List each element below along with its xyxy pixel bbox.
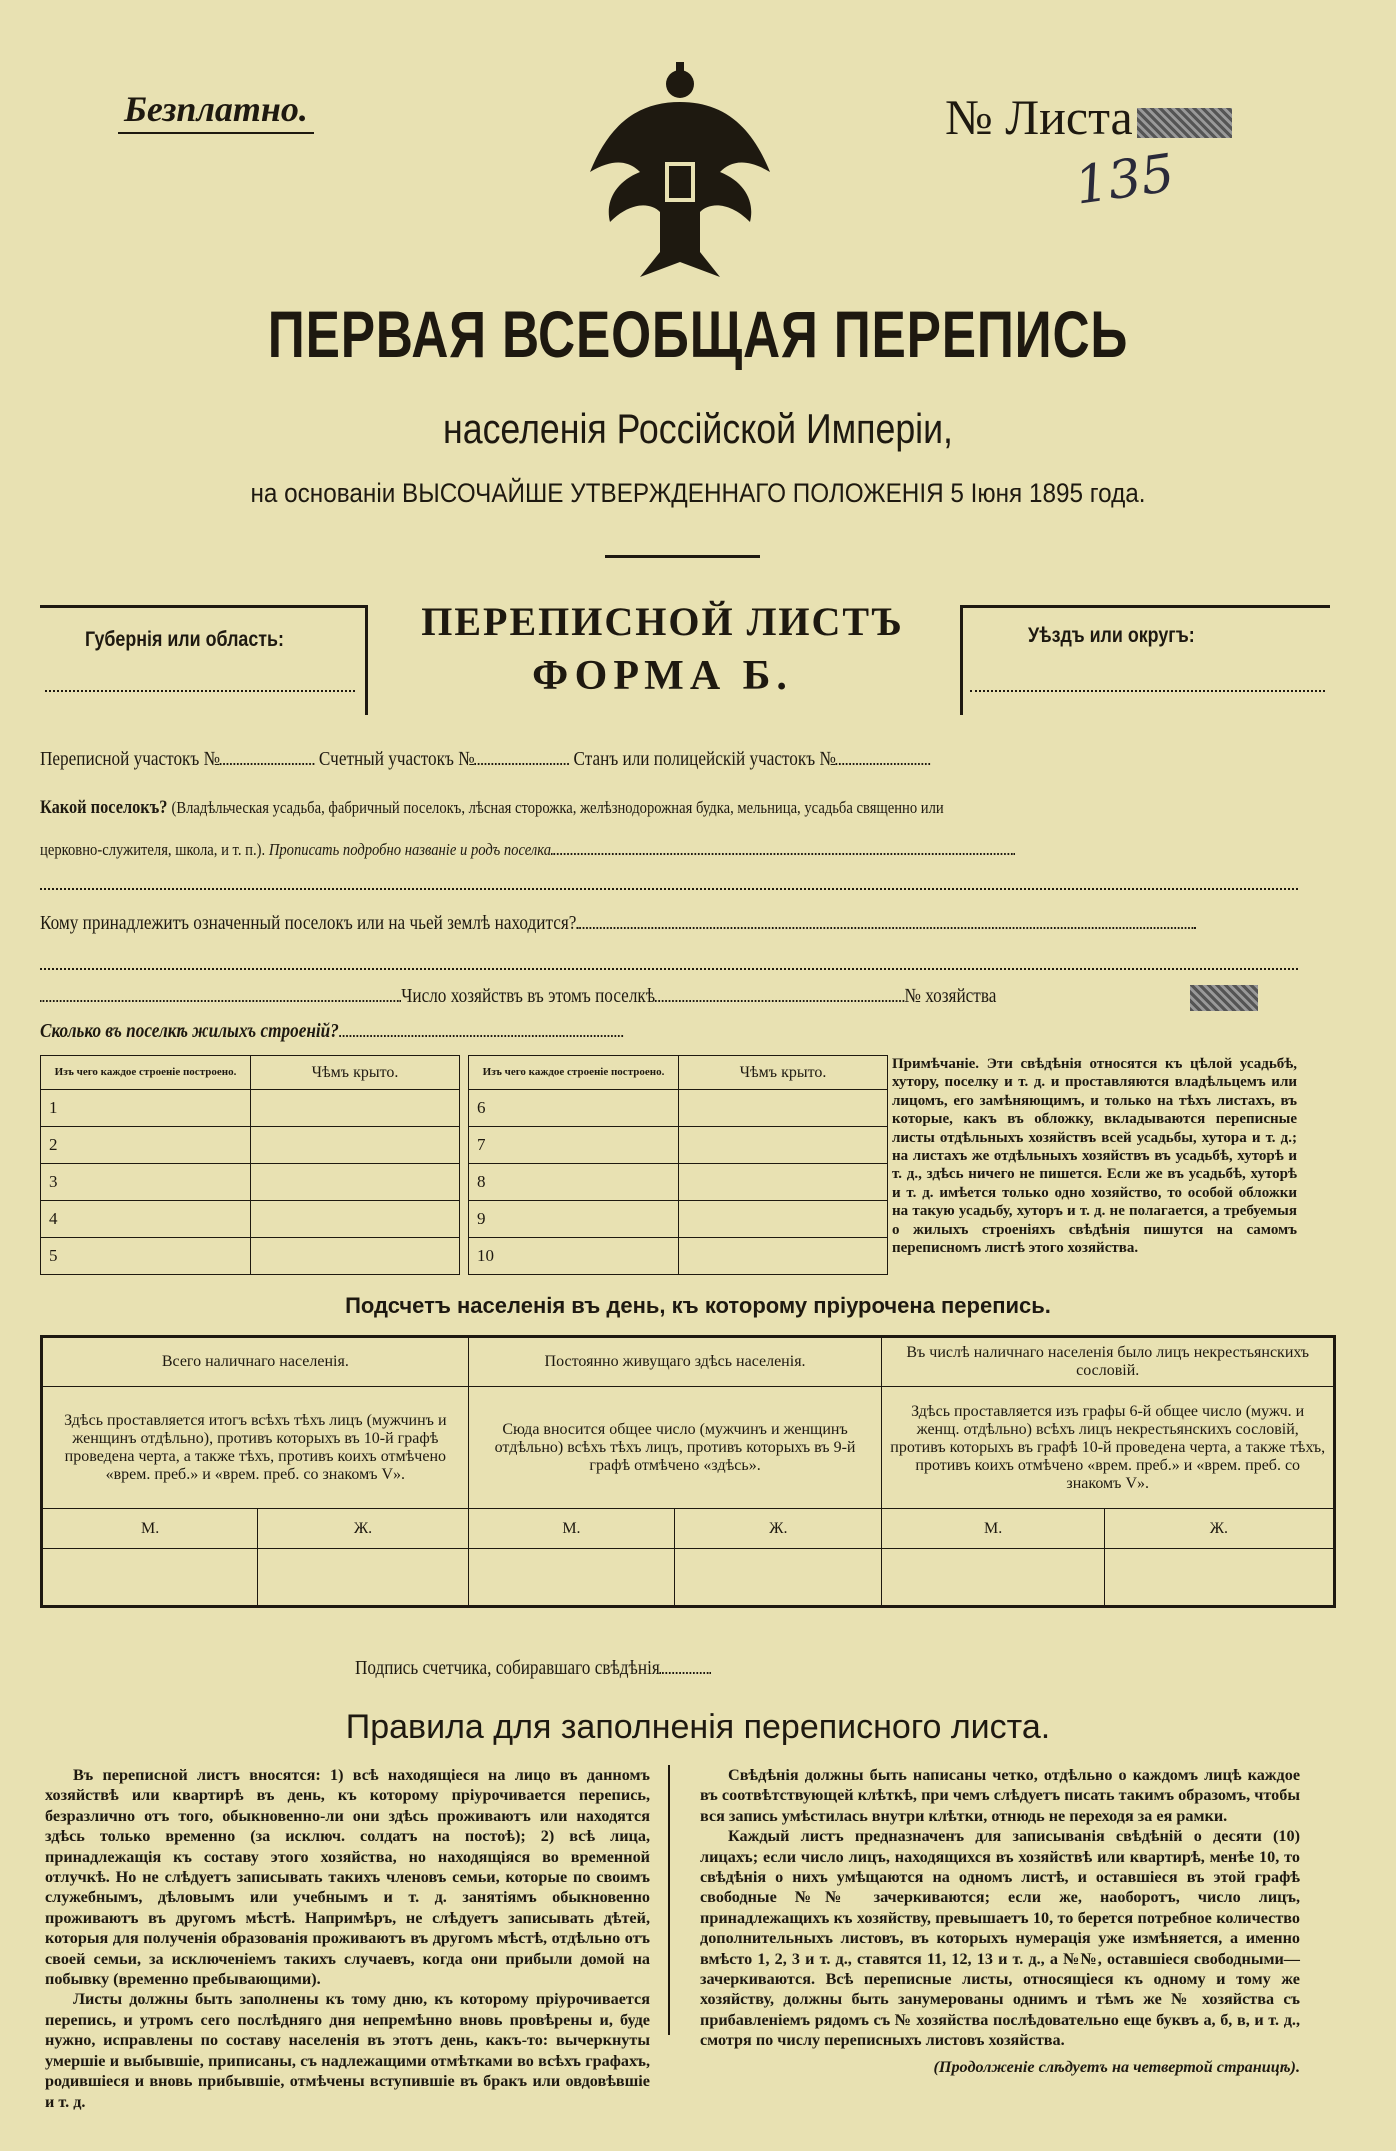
redacted-household-number bbox=[1190, 985, 1258, 1011]
population-col-title: Постоянно живущаго здѣсь населенія. bbox=[468, 1337, 882, 1387]
row-number: 4 bbox=[41, 1201, 251, 1238]
owner-field[interactable] bbox=[576, 927, 1195, 929]
police-area-label: Станъ или полицейскій участокъ № bbox=[573, 748, 836, 770]
note-label: Примѣчаніе. bbox=[892, 1056, 980, 1072]
rules-title: Правила для заполненія переписного листа. bbox=[345, 1708, 1051, 1746]
female-count-cell[interactable] bbox=[1104, 1549, 1334, 1607]
row-number: 7 bbox=[469, 1127, 679, 1164]
female-count-cell[interactable] bbox=[258, 1549, 468, 1607]
settlement-field[interactable] bbox=[551, 853, 1015, 855]
buildings-field[interactable] bbox=[339, 1035, 623, 1037]
population-col-title: Въ числѣ наличнаго населенія было лицъ некрестьянскихъ сословій. bbox=[882, 1337, 1335, 1387]
continued-note: (Продолженіе слѣдуетъ на четвертой страницѣ). bbox=[933, 2057, 1300, 2076]
divider bbox=[960, 605, 1330, 608]
province-label: Губернія или область: bbox=[85, 628, 284, 651]
row-number: 3 bbox=[41, 1164, 251, 1201]
handwritten-sheet-number: 135 bbox=[1071, 143, 1178, 217]
male-header: М. bbox=[42, 1509, 258, 1549]
buildings-line bbox=[40, 1020, 623, 1043]
legal-basis: на основаніи ВЫСОЧАЙШЕ УТВЕРЖДЕННАГО ПОЛОЖЕНІЯ 5 Іюня 1895 года. bbox=[250, 478, 1146, 508]
settlement-line bbox=[40, 797, 944, 819]
households-label: Число хозяйствъ въ этомъ поселкѣ bbox=[401, 985, 656, 1007]
roof-cell[interactable] bbox=[251, 1238, 460, 1275]
female-count-cell[interactable] bbox=[675, 1549, 882, 1607]
signature-field[interactable] bbox=[660, 1672, 712, 1674]
document-title: ПЕРВАЯ ВСЕОБЩАЯ ПЕРЕПИСЬ bbox=[267, 297, 1129, 371]
settlement-instruction: Прописать подробно названіе и родъ поселка bbox=[268, 840, 552, 859]
row-number: 10 bbox=[469, 1238, 679, 1275]
roof-cell[interactable] bbox=[679, 1127, 888, 1164]
male-count-cell[interactable] bbox=[468, 1549, 675, 1607]
divider bbox=[960, 605, 963, 715]
district-field[interactable] bbox=[970, 690, 1325, 692]
census-area-label: Переписной участокъ № bbox=[40, 748, 221, 770]
free-of-charge-label: Безплатно. bbox=[118, 88, 314, 134]
row-number: 1 bbox=[41, 1090, 251, 1127]
roof-cell[interactable] bbox=[679, 1201, 888, 1238]
household-no-label: № хозяйства bbox=[904, 985, 997, 1007]
population-col-desc: Сюда вносится общее число (мужчинъ и женщинъ отдѣльно) всѣхъ тѣхъ лицъ, противъ которыхъ въ 9-й графѣ отмѣчено «здѣсь». bbox=[468, 1387, 882, 1509]
buildings-question: Сколько въ поселкѣ жилыхъ строеній? bbox=[40, 1020, 339, 1042]
roof-header: Чѣмъ крыто. bbox=[251, 1056, 460, 1090]
roof-cell[interactable] bbox=[679, 1238, 888, 1275]
police-area-field[interactable] bbox=[836, 763, 931, 765]
signature-label: Подпись счетчика, собиравшаго свѣдѣнія bbox=[355, 1657, 660, 1679]
imperial-eagle-emblem bbox=[570, 62, 790, 292]
redacted-sheet-number bbox=[1137, 108, 1232, 138]
female-header: Ж. bbox=[1104, 1509, 1334, 1549]
female-header: Ж. bbox=[675, 1509, 882, 1549]
population-table bbox=[40, 1335, 1336, 1608]
roof-cell[interactable] bbox=[251, 1201, 460, 1238]
settlement-field-2[interactable] bbox=[40, 888, 1298, 890]
form-title: ПЕРЕПИСНОЙ ЛИСТЪ bbox=[421, 599, 904, 644]
area-line bbox=[40, 748, 930, 771]
row-number: 8 bbox=[469, 1164, 679, 1201]
owner-field-2[interactable] bbox=[40, 968, 1298, 970]
table-row bbox=[469, 1238, 888, 1275]
note-text: Эти свѣдѣнія относятся къ цѣлой усадьбѣ, хутору, поселку и т. д. и проставляются владѣльцемъ или лицомъ, его замѣняющимъ, и только на тѣхъ листахъ, въ которые, какъ въ обложку, вкладываются переписные листы отдѣльныхъ хозяйствъ всей усадьбы, хутора и т. д.; на листахъ же отдѣльныхъ хозяйствъ въ усадьбѣ, хуторѣ и т. д., здѣсь ничего не пишется. Если же въ усадьбѣ, хуторѣ и т. д. имѣется только одно хозяйство, то особой обложки на такую усадьбу, хуторъ и т. д. не полагается, а требуемыя о жилыхъ строеніяхъ свѣдѣнія пишутся на самомъ переписномъ листѣ этого хозяйства. bbox=[892, 1056, 1298, 1257]
divider bbox=[605, 555, 760, 558]
owner-line bbox=[40, 912, 1196, 935]
table-row bbox=[41, 1127, 460, 1164]
count-area-label: Счетный участокъ № bbox=[318, 748, 475, 770]
province-field[interactable] bbox=[45, 690, 355, 692]
roof-cell[interactable] bbox=[251, 1127, 460, 1164]
rules-paragraph: Въ переписной листъ вносятся: 1) всѣ находящіеся на лицо въ данномъ хозяйствѣ или квартирѣ въ день, къ которому пріурочивается перепись, безразлично отъ того, обыкновенно-ли они здѣсь проживаютъ или находятся здѣсь только временно (за исключ. солдатъ на постоѣ); 2) всѣ лица, принадлежащія къ составу этого хозяйства, но находящіяся во временной отлучкѣ. Но не слѣдуетъ записывать такихъ членовъ семьи, которые по своимъ служебнымъ, дѣловымъ или учебнымъ и т. д. занятіямъ обыкновенно проживаютъ въ другомъ мѣстѣ. Напримѣръ, не слѣдуетъ записывать дѣтей, которыя для полученія образованія проживаютъ въ другомъ мѣстѣ, отдѣльно отъ своей семьи, за исключеніемъ такихъ случаевъ, когда они прибыли домой на побывку (временно пребывающими). bbox=[45, 1766, 650, 1989]
sheet-number-label: № Листа bbox=[945, 89, 1133, 145]
male-header: М. bbox=[882, 1509, 1104, 1549]
owner-question: Кому принадлежитъ означенный поселокъ или на чьей землѣ находится? bbox=[40, 912, 577, 934]
table-row bbox=[469, 1127, 888, 1164]
table-row bbox=[41, 1090, 460, 1127]
male-count-cell[interactable] bbox=[42, 1549, 258, 1607]
roof-cell[interactable] bbox=[251, 1164, 460, 1201]
population-col-title: Всего наличнаго населенія. bbox=[42, 1337, 469, 1387]
population-heading: Подсчетъ населенія въ день, къ которому пріурочена перепись. bbox=[345, 1293, 1051, 1318]
column-divider bbox=[668, 1765, 670, 2035]
population-col-desc: Здѣсь проставляется итогъ всѣхъ тѣхъ лицъ (мужчинъ и женщинъ отдѣльно), противъ которыхъ въ 10-й графѣ проведена черта, а также тѣхъ, противъ коихъ отмѣчено «врем. преб.» и «врем. преб. со знакомъ V». bbox=[42, 1387, 469, 1509]
population-col-desc: Здѣсь проставляется изъ графы 6-й общее число (мужч. и женщ. отдѣльно) всѣхъ лицъ некрестьянскихъ сословій, противъ которыхъ въ графѣ 10-й проведена черта, а также тѣхъ, противъ коихъ отмѣчено «врем. преб.» и «врем. преб. со знакомъ V». bbox=[882, 1387, 1335, 1509]
table-row bbox=[469, 1164, 888, 1201]
material-header: Изъ чего каждое строеніе построено. bbox=[469, 1056, 679, 1090]
divider bbox=[40, 605, 365, 608]
row-number: 2 bbox=[41, 1127, 251, 1164]
buildings-table-left bbox=[40, 1055, 460, 1275]
sheet-number bbox=[945, 88, 1232, 146]
buildings-table-right bbox=[468, 1055, 888, 1275]
row-number: 9 bbox=[469, 1201, 679, 1238]
material-header: Изъ чего каждое строеніе построено. bbox=[41, 1056, 251, 1090]
rules-left-column bbox=[45, 1765, 650, 2112]
settlement-line-2 bbox=[40, 840, 1015, 860]
settlement-question: Какой поселокъ? bbox=[40, 797, 168, 818]
roof-header: Чѣмъ крыто. bbox=[679, 1056, 888, 1090]
households-line bbox=[40, 985, 996, 1008]
document-subtitle: населенія Россійской Имперіи, bbox=[443, 405, 953, 452]
rules-paragraph: Свѣдѣнія должны быть написаны четко, отдѣльно о каждомъ лицѣ каждое въ соотвѣтствующей клѣткѣ, при чемъ слѣдуетъ писать такимъ образомъ, чтобы вся запись умѣстилась внутри клѣтки, отнюдь не переходя за ея рамки. bbox=[700, 1766, 1300, 1825]
row-number: 6 bbox=[469, 1090, 679, 1127]
roof-cell[interactable] bbox=[251, 1090, 460, 1127]
signature-line bbox=[355, 1657, 711, 1680]
roof-cell[interactable] bbox=[679, 1164, 888, 1201]
male-header: М. bbox=[468, 1509, 675, 1549]
households-field[interactable] bbox=[655, 1000, 904, 1002]
rules-paragraph: Листы должны быть заполнены къ тому дню, къ которому пріурочивается перепись, и утромъ сего послѣдняго дня непремѣнно вновь провѣрены и, буде нужно, исправлены по составу населенія въ этотъ день, какъ-то: вычеркнуты умершіе и выбывшіе, приписаны, съ надлежащими отмѣтками во всѣхъ графахъ, родившіеся и вновь прибывшіе, отмѣчены вступившіе въ бракъ или овдовѣвшіе и т. д. bbox=[45, 1990, 650, 2111]
rules-paragraph: Каждый листъ предназначенъ для записыванія свѣдѣній о десяти (10) лицахъ; если число лицъ, находящихся въ хозяйствѣ или квартирѣ, менѣе 10, то свѣдѣнія о нихъ умѣщаются на одномъ листѣ, и оставшіеся въ этой графѣ свободные №№ зачеркиваются; если же, наоборотъ, число лицъ, принадлежащихъ къ хозяйству, превышаетъ 10, то берется потребное количество дополнительныхъ листовъ, въ которыхъ нумерація уже измѣняется, а именно вмѣсто 1, 2, 3 и т. д., ставятся 11, 12, 13 и т. д., а №№, оставшіеся свободными—зачеркиваются. Всѣ переписные листы, относящіеся къ одному и тому же хозяйству, должны быть занумерованы однимъ и тѣмъ же № хозяйства съ прибавленіемъ рядомъ съ № хозяйства послѣдовательно еще буквъ а, б, в, и т. д., смотря по числу переписныхъ листовъ хозяйства. bbox=[700, 1827, 1300, 2050]
table-row bbox=[469, 1090, 888, 1127]
count-area-field[interactable] bbox=[475, 763, 570, 765]
female-header: Ж. bbox=[258, 1509, 468, 1549]
roof-cell[interactable] bbox=[679, 1090, 888, 1127]
households-prefix-field[interactable] bbox=[40, 1000, 401, 1002]
table-row bbox=[41, 1164, 460, 1201]
table-row bbox=[41, 1201, 460, 1238]
settlement-hint-2: церковно-служителя, школа, и т. п.). bbox=[40, 840, 266, 859]
settlement-hint: (Владѣльческая усадьба, фабричный поселокъ, лѣсная сторожка, желѣзнодорожная будка, мельница, усадьба священно или bbox=[171, 798, 944, 817]
district-label: Уѣздъ или округъ: bbox=[1028, 624, 1195, 647]
table-row bbox=[469, 1201, 888, 1238]
table-row bbox=[41, 1238, 460, 1275]
male-count-cell[interactable] bbox=[882, 1549, 1104, 1607]
rules-right-column bbox=[700, 1765, 1300, 2077]
row-number: 5 bbox=[41, 1238, 251, 1275]
census-area-field[interactable] bbox=[220, 763, 315, 765]
form-type: ФОРМА Б. bbox=[532, 653, 793, 699]
note bbox=[892, 1055, 1297, 1257]
